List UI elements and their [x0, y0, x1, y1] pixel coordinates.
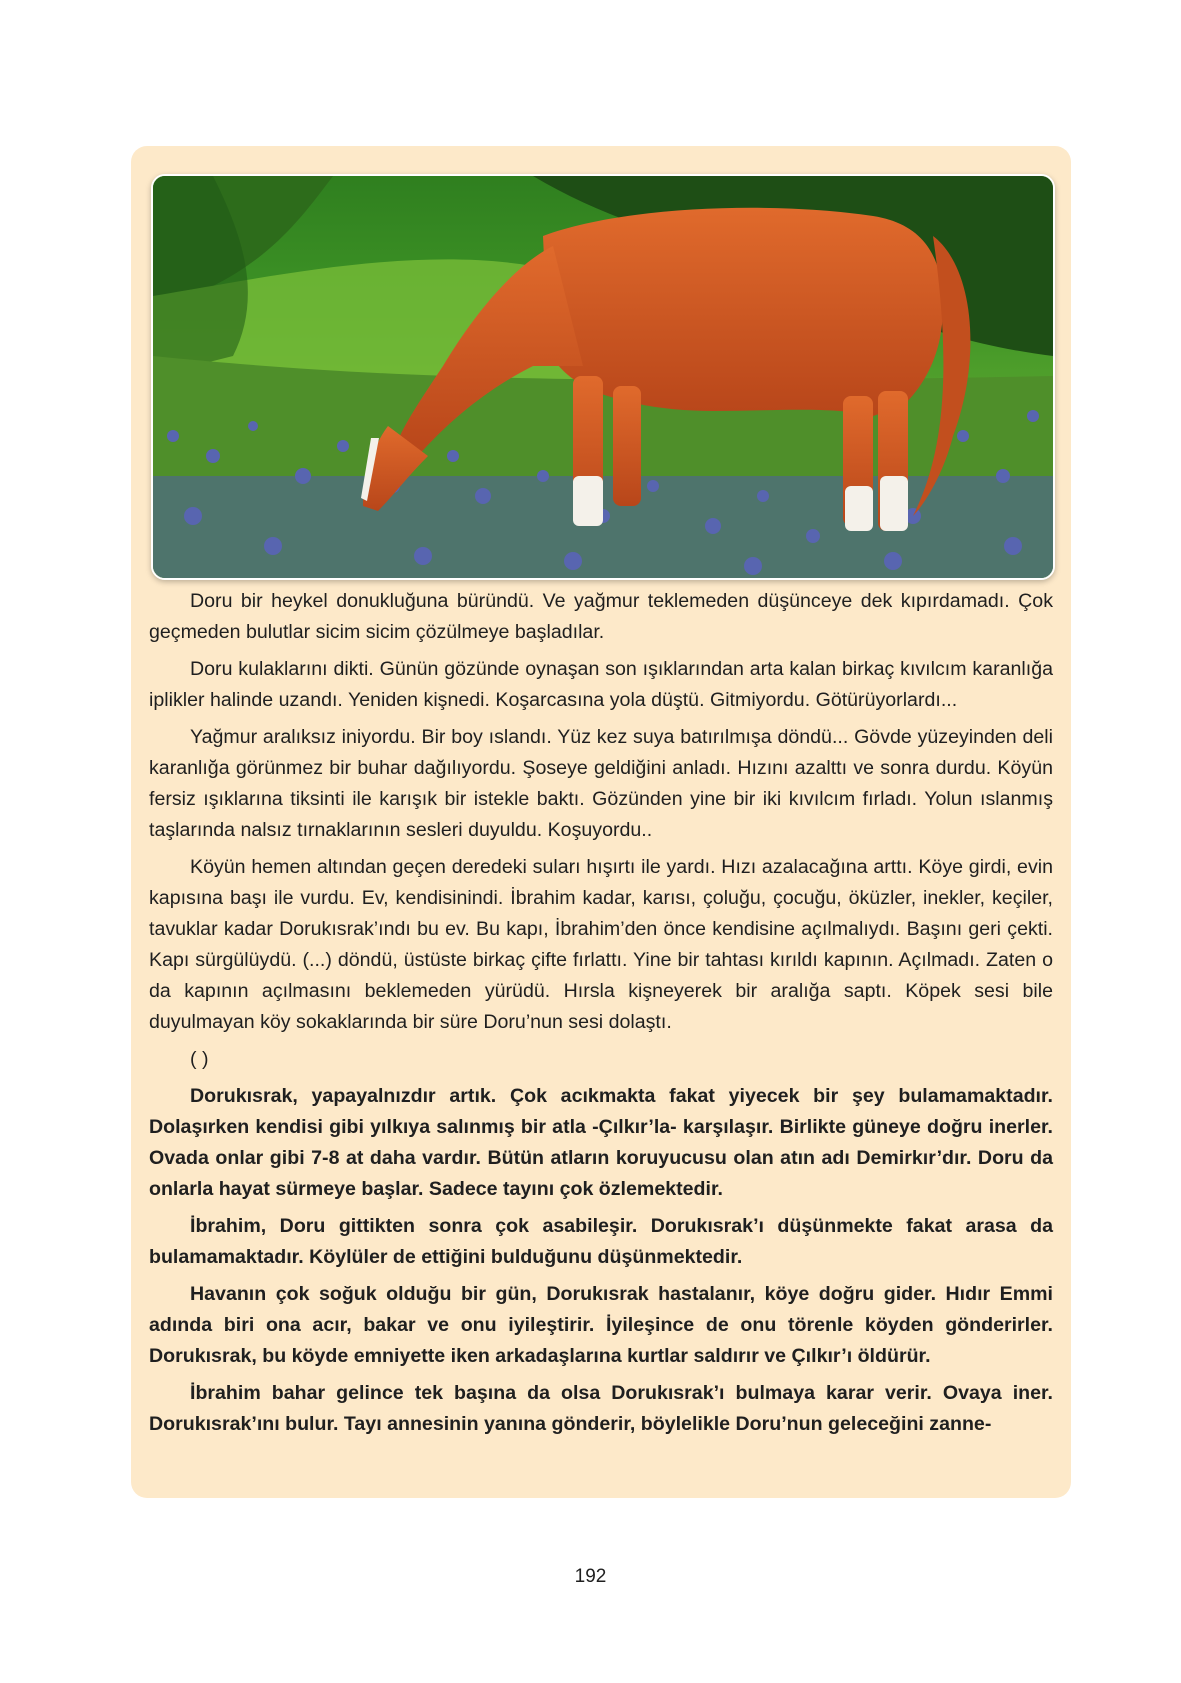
paragraph: Doru bir heykel donukluğuna büründü. Ve yağmur teklemeden düşünceye dek kıpırdamadı. Çok geçmeden bulutlar sicim sicim çözülmeye başladılar. [149, 590, 1053, 643]
horse-grazing-photo [151, 174, 1055, 580]
omission-marker: ( ) [190, 1048, 209, 1070]
summary-paragraph: Dorukısrak, yapayalnızdır artık. Çok acıkmakta fakat yiyecek bir şey bulamamaktadır. Dolaşırken kendisi gibi yılkıya salınmış bir atla -Çılkır’la- karşılaşır. Birlikte güneye doğru inerler. Ovada onlar gibi 7-8 at daha vardır. Bütün atların koruyucusu olan atın adı Demirkır’dır. Doru da onlarla hayat sürmeye başlar. Sadece tayını çok özlemektedir. [149, 1085, 1053, 1200]
summary-paragraph: Havanın çok soğuk olduğu bir gün, Dorukısrak hastalanır, köye doğru gider. Hıdır Emmi adında biri ona acır, bakar ve onu iyileştirir. İyileşince de onu törenle köyden gönderirler. Dorukısrak, bu köyde emniyette iken arkadaşlarına kurtlar saldırır ve Çılkır’ı öldürür. [149, 1283, 1053, 1367]
page-number: 192 [574, 1566, 607, 1587]
paragraph: Yağmur aralıksız iniyordu. Bir boy ıslandı. Yüz kez suya batırılmışa döndü... Gövde yüzeyinden deli karanlığa görünmez bir buhar dağılıyordu. Şoseye geldiğini anladı. Hızını azalttı ve sonra durdu. Köyün fersiz ışıklarına tiksinti ile karışık bir istekle baktı. Gözünden yine bir iki kıvılcım fırladı. Yolun ıslanmış taşlarında nalsız tırnaklarının sesleri duyuldu. Koşuyordu.. [149, 726, 1053, 841]
paragraph: Doru kulaklarını dikti. Günün gözünde oynaşan son ışıklarından arta kalan birkaç kıvılcım karanlığa iplikler halinde uzandı. Yeniden kişnedi. Koşarcasına yola düştü. Gitmiyordu. Götürüyorlardı... [149, 658, 1053, 711]
content-panel [131, 146, 1071, 1498]
paragraph: Köyün hemen altından geçen deredeki suları hışırtı ile yardı. Hızı azalacağına arttı. Köye girdi, evin kapısına başı ile vurdu. Ev, kendisinindi. İbrahim kadar, karısı, çoluğu, çocuğu, öküzler, inekler, keçiler, tavuklar kadar Dorukısrak’ındı bu ev. Bu kapı, İbrahim’den önce kendisine açılmalıydı. Başını geri çekti. Kapı sürgülüydü. (...) döndü, üstüste birkaç çifte fırlattı. Yine bir tahtası kırıldı kapının. Açılmadı. Zaten o da kapının açılmasını beklemeden yürüdü. Hırsla kişneyerek bir aralığa saptı. Köpek sesi bile duyulmayan köy sokaklarında bir süre Doru’nun sesi dolaştı. [149, 856, 1053, 1033]
horse-grazing-illustration [153, 176, 1053, 578]
summary-paragraph: İbrahim, Doru gittikten sonra çok asabileşir. Dorukısrak’ı düşünmekte fakat arasa da bulamamaktadır. Köylüler de ettiğini bulduğunu düşünmektedir. [149, 1215, 1053, 1268]
summary-paragraph: İbrahim bahar gelince tek başına da olsa Dorukısrak’ı bulmaya karar verir. Ovaya iner. Dorukısrak’ını bulur. Tayı annesinin yanına gönderir, böylelikle Doru’nun geleceğini zanne- [149, 1382, 1053, 1435]
story-text [149, 586, 1053, 1446]
